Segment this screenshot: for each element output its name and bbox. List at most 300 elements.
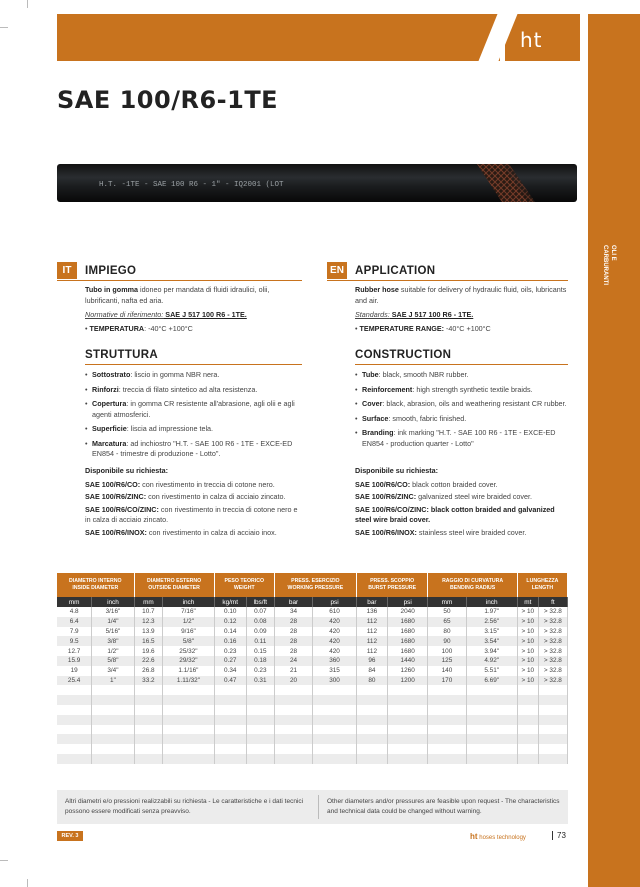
unit-cell: mm <box>134 597 163 607</box>
table-cell <box>163 754 214 764</box>
table-cell <box>356 695 387 705</box>
table-cell <box>134 695 163 705</box>
table-cell <box>517 734 538 744</box>
en-heading: APPLICATION <box>355 265 436 277</box>
table-cell: 0.08 <box>246 617 274 627</box>
table-cell: 5/8" <box>163 636 214 646</box>
page-title: SAE 100/R6-1TE <box>57 86 279 114</box>
table-cell <box>428 695 466 705</box>
table-cell <box>387 725 427 735</box>
table-row <box>57 715 568 725</box>
table-cell: 28 <box>274 636 312 646</box>
table-cell: > 10 <box>517 607 538 617</box>
table-cell <box>517 754 538 764</box>
table-cell: 24 <box>274 656 312 666</box>
en-available: Disponibile su richiesta: SAE 100/R6/CO: black cotton braided cover. SAE 100/R6/ZINC: galvanized steel wire braided cover. SAE 100/R6/CO/ZINC: black cotton braided and galvanized steel wire braid cover. SAE 100/R6/INOX: stainless steel wire braided cover. <box>355 466 555 537</box>
table-cell: 5/8" <box>92 656 134 666</box>
table-cell <box>134 725 163 735</box>
table-cell: > 10 <box>517 646 538 656</box>
table-cell <box>274 744 312 754</box>
hose-image <box>57 164 577 202</box>
table-cell <box>387 685 427 695</box>
table-cell: 1680 <box>387 636 427 646</box>
table-cell <box>387 695 427 705</box>
table-cell: > 10 <box>517 636 538 646</box>
table-cell <box>428 734 466 744</box>
table-cell: 33.2 <box>134 676 163 686</box>
table-cell <box>466 695 517 705</box>
table-cell: 80 <box>428 627 466 637</box>
table-cell: 112 <box>356 617 387 627</box>
en-temperature: • TEMPERATURE RANGE: -40°C +100°C <box>355 324 491 333</box>
list-item: • Rinforzi: treccia di filato sintetico ad alta resistenza. <box>85 385 302 396</box>
table-cell: 6.4 <box>57 617 92 627</box>
table-cell <box>466 744 517 754</box>
table-cell <box>57 734 92 744</box>
table-cell: 4.8 <box>57 607 92 617</box>
table-cell: 96 <box>356 656 387 666</box>
table-cell: 29/32" <box>163 656 214 666</box>
table-cell <box>214 734 246 744</box>
table-cell <box>387 705 427 715</box>
table-cell <box>246 685 274 695</box>
table-header-cell: DIAMETRO INTERNO INSIDE DIAMETER <box>57 573 134 597</box>
table-cell <box>538 725 567 735</box>
table-cell <box>163 725 214 735</box>
table-cell <box>356 685 387 695</box>
table-cell: 136 <box>356 607 387 617</box>
table-cell <box>313 725 357 735</box>
table-cell: 420 <box>313 617 357 627</box>
table-cell: 300 <box>313 676 357 686</box>
hose-marking: H.T. -1TE - SAE 100 R6 - 1" - IQ2001 (LOT <box>99 181 284 189</box>
table-cell: 3.15" <box>466 627 517 637</box>
table-cell <box>356 715 387 725</box>
table-cell: 15.9 <box>57 656 92 666</box>
unit-cell: kg/mt <box>214 597 246 607</box>
table-cell <box>246 715 274 725</box>
table-cell: 19.6 <box>134 646 163 656</box>
table-row <box>57 676 568 686</box>
table-row <box>57 695 568 705</box>
table-cell <box>356 754 387 764</box>
table-cell: 610 <box>313 607 357 617</box>
it-usage: Tubo in gomma idoneo per mandata di fluidi idraulici, olii, lubrificanti, nafta ed aria. <box>85 285 270 305</box>
en-construction-list <box>355 370 568 453</box>
table-cell <box>313 744 357 754</box>
table-cell <box>428 754 466 764</box>
table-cell <box>466 705 517 715</box>
table-cell <box>313 754 357 764</box>
table-cell: 0.15 <box>246 646 274 656</box>
side-category-bar <box>588 14 640 887</box>
table-cell <box>163 685 214 695</box>
list-item: • Tube: black, smooth NBR rubber. <box>355 370 568 381</box>
table-cell <box>57 744 92 754</box>
table-cell: > 32.8 <box>538 607 567 617</box>
table-cell: 0.07 <box>246 607 274 617</box>
table-cell <box>466 754 517 764</box>
table-cell: 1680 <box>387 646 427 656</box>
table-cell <box>538 744 567 754</box>
brand-name: hoses technology <box>479 835 526 841</box>
table-row <box>57 656 568 666</box>
table-cell <box>428 685 466 695</box>
table-cell: 80 <box>356 676 387 686</box>
table-cell <box>313 685 357 695</box>
unit-cell: bar <box>274 597 312 607</box>
table-row <box>57 617 568 627</box>
table-cell: 125 <box>428 656 466 666</box>
table-cell <box>246 705 274 715</box>
table-row <box>57 725 568 735</box>
table-cell: > 32.8 <box>538 666 567 676</box>
table-cell <box>538 715 567 725</box>
table-cell: > 32.8 <box>538 617 567 627</box>
table-cell <box>134 734 163 744</box>
table-row <box>57 754 568 764</box>
table-cell: 1" <box>92 676 134 686</box>
table-cell: 34 <box>274 607 312 617</box>
table-cell: > 32.8 <box>538 676 567 686</box>
table-cell: 3/8" <box>92 636 134 646</box>
table-cell: 0.31 <box>246 676 274 686</box>
table-cell <box>387 715 427 725</box>
table-cell: 7/16" <box>163 607 214 617</box>
table-cell <box>92 695 134 705</box>
table-cell <box>387 754 427 764</box>
table-cell <box>428 705 466 715</box>
table-cell <box>274 685 312 695</box>
table-cell <box>274 734 312 744</box>
table-row <box>57 744 568 754</box>
table-header-cell: PESO TEORICO WEIGHT <box>214 573 274 597</box>
table-units-row <box>57 597 568 607</box>
table-cell: 90 <box>428 636 466 646</box>
list-item: • Marcatura: ad inchiostro "H.T. - SAE 100 R6 - 1TE - EXCE-ED EN854 - trimestre di produzione - Lotto". <box>85 439 302 460</box>
table-cell: 1/2" <box>92 646 134 656</box>
unit-cell: lbs/ft <box>246 597 274 607</box>
table-cell <box>92 725 134 735</box>
table-cell <box>428 744 466 754</box>
table-cell: > 10 <box>517 617 538 627</box>
table-cell: 3.94" <box>466 646 517 656</box>
table-cell <box>163 695 214 705</box>
table-cell: > 10 <box>517 627 538 637</box>
table-cell <box>466 685 517 695</box>
table-cell: 170 <box>428 676 466 686</box>
table-cell: 420 <box>313 646 357 656</box>
table-cell <box>134 715 163 725</box>
table-cell <box>538 695 567 705</box>
table-cell <box>356 744 387 754</box>
it-construction-rule <box>85 364 302 365</box>
en-usage: Rubber hose suitable for delivery of hydraulic fluid, oils, lubricants and air. <box>355 285 567 305</box>
table-cell: 20 <box>274 676 312 686</box>
table-cell: 0.11 <box>246 636 274 646</box>
table-cell <box>92 715 134 725</box>
list-item: • Surface: smooth, fabric finished. <box>355 414 568 425</box>
unit-cell: bar <box>356 597 387 607</box>
table-cell: 12.7 <box>57 646 92 656</box>
table-cell: 1260 <box>387 666 427 676</box>
table-cell: 0.10 <box>214 607 246 617</box>
table-cell: 1440 <box>387 656 427 666</box>
table-cell <box>313 695 357 705</box>
unit-cell: mm <box>57 597 92 607</box>
table-cell <box>387 744 427 754</box>
table-cell: 0.27 <box>214 656 246 666</box>
table-cell <box>57 695 92 705</box>
table-header-cell: PRESS. SCOPPIO BURST PRESSURE <box>356 573 428 597</box>
table-cell <box>517 695 538 705</box>
table-cell: 2040 <box>387 607 427 617</box>
table-cell <box>466 715 517 725</box>
table-cell: 7.9 <box>57 627 92 637</box>
table-cell <box>387 734 427 744</box>
technical-data-table <box>57 573 568 764</box>
table-cell <box>517 744 538 754</box>
table-cell: 0.14 <box>214 627 246 637</box>
table-cell: 2.56" <box>466 617 517 627</box>
table-cell: 0.18 <box>246 656 274 666</box>
table-cell <box>134 744 163 754</box>
en-standard: Standards: SAE J 517 100 R6 - 1TE. <box>355 310 474 319</box>
lang-badge-en: EN <box>327 262 347 279</box>
side-category-label: OLI E CARBURANTI <box>602 245 616 285</box>
table-cell: 25/32" <box>163 646 214 656</box>
table-cell: 9/16" <box>163 627 214 637</box>
it-available: Disponibile su richiesta: SAE 100/R6/CO: con rivestimento in treccia di cotone nero. SAE 100/R6/ZINC: con rivestimento in calza di acciaio zincato. SAE 100/R6/CO/ZINC: con rivestimento in treccia di cotone nero e in calza di acciaio zincato. SAE 100/R6/INOX: con rivestimento in calza di acciaio inox. <box>85 466 298 537</box>
table-cell: 10.7 <box>134 607 163 617</box>
table-cell: 5.51" <box>466 666 517 676</box>
table-header-cell: DIAMETRO ESTERNO OUTSIDE DIAMETER <box>134 573 214 597</box>
table-cell <box>246 725 274 735</box>
unit-cell: psi <box>313 597 357 607</box>
table-cell: 26.8 <box>134 666 163 676</box>
it-construction-list <box>85 370 302 464</box>
table-cell <box>517 725 538 735</box>
table-cell: > 10 <box>517 666 538 676</box>
revision-badge: REV. 3 <box>57 831 83 841</box>
table-cell: 4.92" <box>466 656 517 666</box>
table-cell: 1200 <box>387 676 427 686</box>
table-cell <box>163 734 214 744</box>
table-cell: 140 <box>428 666 466 676</box>
unit-cell: inch <box>466 597 517 607</box>
table-cell: 6.69" <box>466 676 517 686</box>
table-row <box>57 627 568 637</box>
unit-cell: psi <box>387 597 427 607</box>
table-row <box>57 666 568 676</box>
table-cell: 28 <box>274 627 312 637</box>
table-cell <box>274 754 312 764</box>
table-cell: 1.1/16" <box>163 666 214 676</box>
table-cell <box>57 725 92 735</box>
table-row <box>57 636 568 646</box>
table-cell: 1680 <box>387 627 427 637</box>
table-cell: 84 <box>356 666 387 676</box>
table-cell <box>356 705 387 715</box>
table-cell <box>428 725 466 735</box>
table-cell: 0.12 <box>214 617 246 627</box>
table-cell: 360 <box>313 656 357 666</box>
table-cell: 19 <box>57 666 92 676</box>
list-item: • Sottostrato: liscio in gomma NBR nera. <box>85 370 302 381</box>
table-cell: 112 <box>356 646 387 656</box>
table-cell: 112 <box>356 636 387 646</box>
list-item: • Branding: ink marking "H.T. - SAE 100 R6 - 1TE - EXCE-ED EN854 - production quarter - Lotto" <box>355 428 568 449</box>
table-cell <box>214 705 246 715</box>
table-cell <box>246 754 274 764</box>
table-cell: 1/2" <box>163 617 214 627</box>
en-construction-heading: CONSTRUCTION <box>355 349 452 361</box>
table-cell: 3/4" <box>92 666 134 676</box>
table-cell <box>313 705 357 715</box>
table-cell: > 32.8 <box>538 646 567 656</box>
table-cell: 1/4" <box>92 617 134 627</box>
en-heading-rule <box>327 280 568 281</box>
it-standard: Normative di riferimento: SAE J 517 100 R6 - 1TE. <box>85 310 247 319</box>
table-cell <box>274 705 312 715</box>
table-cell <box>57 754 92 764</box>
table-cell: 0.23 <box>214 646 246 656</box>
table-row <box>57 607 568 617</box>
list-item: • Superficie: liscia ad impressione tela. <box>85 424 302 435</box>
table-cell <box>356 725 387 735</box>
table-cell: 50 <box>428 607 466 617</box>
table-cell: 3/16" <box>92 607 134 617</box>
table-header-cell: LUNGHEZZA LENGTH <box>517 573 567 597</box>
table-row <box>57 705 568 715</box>
table-cell <box>428 715 466 725</box>
table-cell <box>274 715 312 725</box>
table-row <box>57 646 568 656</box>
table-cell: 100 <box>428 646 466 656</box>
table-cell: 28 <box>274 646 312 656</box>
it-temperature: • TEMPERATURA: -40°C +100°C <box>85 324 193 333</box>
table-header-cell: RAGGIO DI CURVATURA BENDING RADIUS <box>428 573 517 597</box>
unit-cell: inch <box>163 597 214 607</box>
table-cell: 22.6 <box>134 656 163 666</box>
table-cell: 420 <box>313 627 357 637</box>
it-construction-heading: STRUTTURA <box>85 349 158 361</box>
table-cell <box>163 715 214 725</box>
table-cell <box>246 734 274 744</box>
table-cell: 1.97" <box>466 607 517 617</box>
table-cell: 5/16" <box>92 627 134 637</box>
table-cell <box>134 754 163 764</box>
table-cell <box>517 715 538 725</box>
table-cell: > 10 <box>517 656 538 666</box>
table-cell <box>214 695 246 705</box>
table-cell: 112 <box>356 627 387 637</box>
table-cell: 0.09 <box>246 627 274 637</box>
table-cell: 315 <box>313 666 357 676</box>
table-cell <box>214 754 246 764</box>
table-cell <box>246 744 274 754</box>
table-cell: 65 <box>428 617 466 627</box>
table-cell <box>57 685 92 695</box>
table-cell <box>214 744 246 754</box>
table-cell <box>57 705 92 715</box>
table-cell: 21 <box>274 666 312 676</box>
table-cell <box>274 725 312 735</box>
table-cell: 1680 <box>387 617 427 627</box>
table-cell <box>214 685 246 695</box>
table-cell: 25.4 <box>57 676 92 686</box>
unit-cell: mt <box>517 597 538 607</box>
table-cell <box>92 754 134 764</box>
table-cell: > 32.8 <box>538 656 567 666</box>
footnote-en: Other diameters and/or pressures are feasible upon request - The characteristics and technical data could be changed without warning. <box>327 798 560 815</box>
footnote-it: Altri diametri e/o pressioni realizzabili su richiesta - Le caratteristiche e i dati tecnici possono essere modificati senza preavviso. <box>65 798 304 815</box>
unit-cell: mm <box>428 597 466 607</box>
table-cell <box>538 685 567 695</box>
table-cell <box>466 734 517 744</box>
table-cell <box>92 685 134 695</box>
table-header-cell: PRESS. ESERCIZIO WORKING PRESSURE <box>274 573 356 597</box>
table-cell <box>92 744 134 754</box>
table-cell <box>274 695 312 705</box>
table-cell: 28 <box>274 617 312 627</box>
table-cell: 12.3 <box>134 617 163 627</box>
table-cell: > 10 <box>517 676 538 686</box>
unit-cell: ft <box>538 597 567 607</box>
table-row <box>57 734 568 744</box>
it-heading: IMPIEGO <box>85 265 137 277</box>
list-item: • Reinforcement: high strength synthetic textile braids. <box>355 385 568 396</box>
en-construction-rule <box>355 364 568 365</box>
table-cell <box>163 705 214 715</box>
table-cell: > 32.8 <box>538 627 567 637</box>
table-cell: 0.47 <box>214 676 246 686</box>
page-number: 73 <box>552 831 566 840</box>
table-cell <box>214 725 246 735</box>
table-cell <box>313 715 357 725</box>
table-cell: 0.16 <box>214 636 246 646</box>
unit-cell: inch <box>92 597 134 607</box>
table-cell <box>214 715 246 725</box>
lang-badge-it: IT <box>57 262 77 279</box>
table-cell <box>134 705 163 715</box>
table-cell: 0.34 <box>214 666 246 676</box>
table-cell <box>538 734 567 744</box>
it-heading-rule <box>57 280 302 281</box>
table-cell <box>517 705 538 715</box>
list-item: • Cover: black, abrasion, oils and weathering resistant CR rubber. <box>355 399 568 410</box>
table-cell: 1.11/32" <box>163 676 214 686</box>
table-cell: 0.23 <box>246 666 274 676</box>
table-cell: 9.5 <box>57 636 92 646</box>
table-row <box>57 685 568 695</box>
table-cell <box>517 685 538 695</box>
table-cell <box>92 705 134 715</box>
table-cell <box>313 734 357 744</box>
table-cell: > 32.8 <box>538 636 567 646</box>
table-cell <box>246 695 274 705</box>
footnote-divider <box>318 795 319 819</box>
table-cell: 13.9 <box>134 627 163 637</box>
table-cell: 16.5 <box>134 636 163 646</box>
table-cell <box>356 734 387 744</box>
table-cell: 3.54" <box>466 636 517 646</box>
table-cell <box>57 715 92 725</box>
table-cell <box>466 725 517 735</box>
table-cell <box>538 754 567 764</box>
table-cell <box>92 734 134 744</box>
brand-footer <box>470 832 526 841</box>
